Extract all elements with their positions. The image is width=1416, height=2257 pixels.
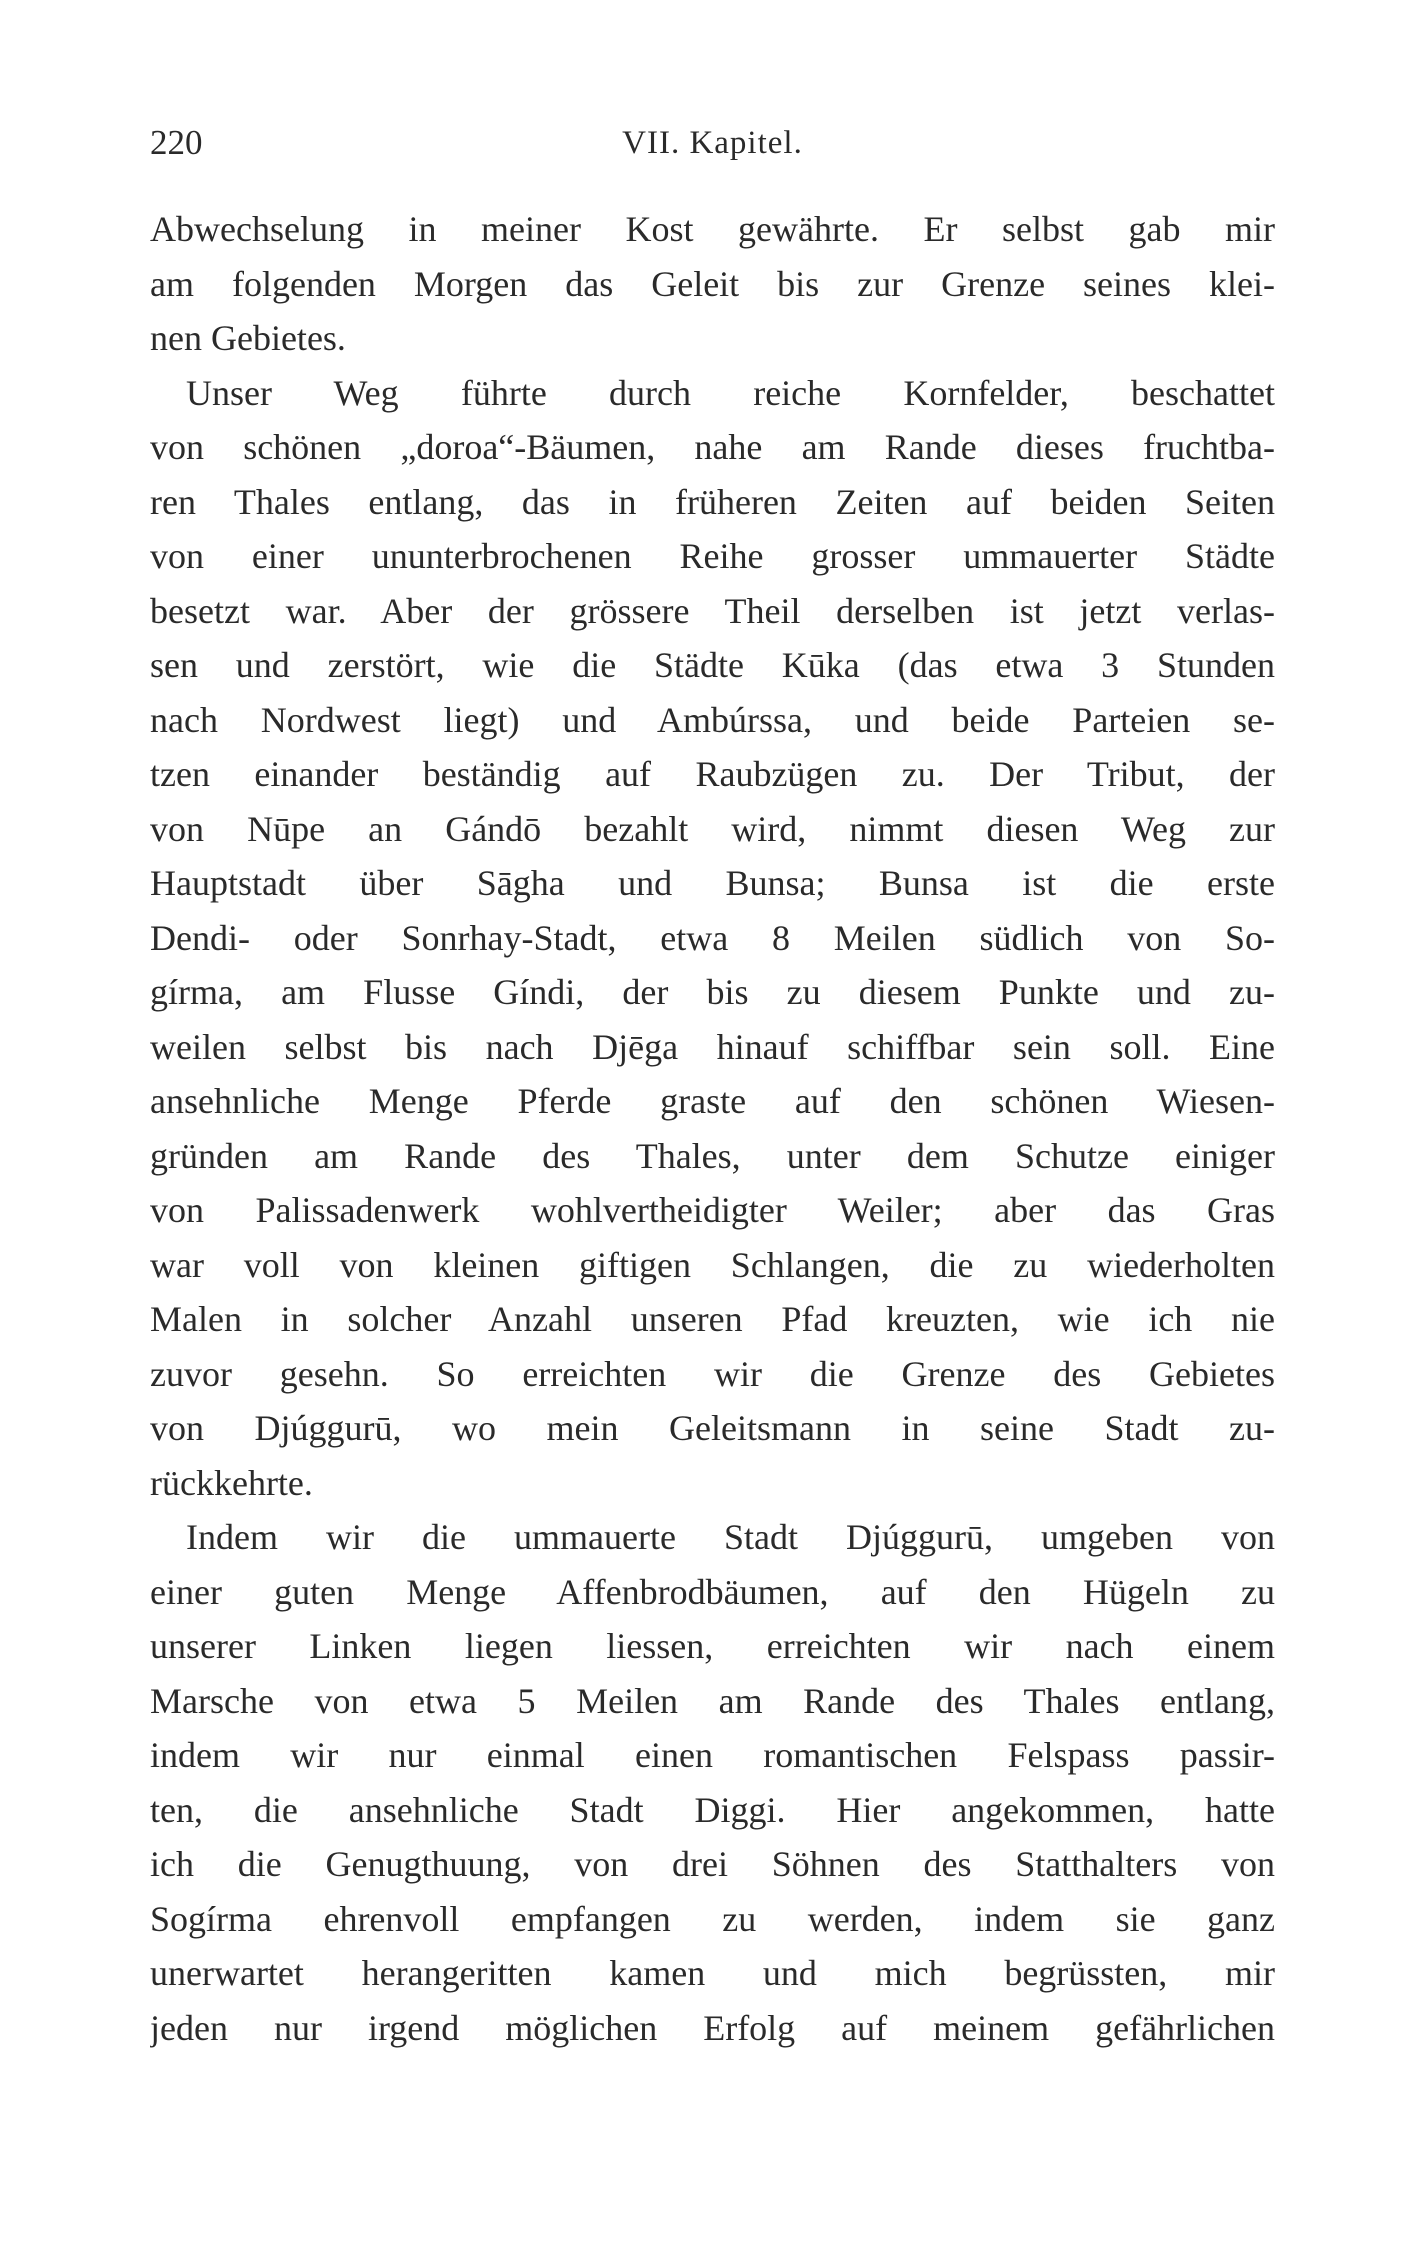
text-line: weilen selbst bis nach Djēga hinauf schiffbar sein soll. Eine bbox=[150, 1026, 1275, 1067]
text-line: gründen am Rande des Thales, unter dem Schutze einiger bbox=[150, 1135, 1275, 1176]
text-line: war voll von kleinen giftigen Schlangen, die zu wiederholten bbox=[150, 1244, 1275, 1285]
running-head: VII. Kapitel. bbox=[622, 125, 803, 161]
text-line: jeden nur irgend möglichen Erfolg auf meinem gefährlichen bbox=[150, 2007, 1275, 2048]
text-line: einer guten Menge Affenbrodbäumen, auf den Hügeln zu bbox=[150, 1571, 1275, 1612]
text-line: rückkehrte. bbox=[150, 1462, 313, 1503]
text-line: besetzt war. Aber der grössere Theil derselben ist jetzt verlas- bbox=[150, 590, 1275, 631]
text-line: am folgenden Morgen das Geleit bis zur Grenze seines klei- bbox=[150, 263, 1275, 304]
text-line: zuvor gesehn. So erreichten wir die Grenze des Gebietes bbox=[150, 1353, 1275, 1394]
text-line: Hauptstadt über Sāgha und Bunsa; Bunsa ist die erste bbox=[150, 863, 1275, 903]
text-line: Abwechselung in meiner Kost gewährte. Er selbst gab mir bbox=[150, 209, 1275, 249]
text-line: sen und zerstört, wie die Städte Kūka (das etwa 3 Stunden bbox=[150, 645, 1275, 685]
page-number: 220 bbox=[150, 123, 203, 162]
text-line: indem wir nur einmal einen romantischen Felspass passir- bbox=[150, 1735, 1275, 1775]
text-line: gírma, am Flusse Gíndi, der bis zu diesem Punkte und zu- bbox=[150, 972, 1275, 1012]
page-header bbox=[150, 118, 1275, 168]
text-line: unserer Linken liegen liessen, erreichten wir nach einem bbox=[150, 1626, 1275, 1666]
text-line: Sogírma ehrenvoll empfangen zu werden, indem sie ganz bbox=[150, 1898, 1275, 1939]
text-line: Malen in solcher Anzahl unseren Pfad kreuzten, wie ich nie bbox=[150, 1299, 1275, 1339]
body-text bbox=[150, 202, 1275, 2055]
text-line: ren Thales entlang, das in früheren Zeiten auf beiden Seiten bbox=[150, 481, 1275, 522]
text-line: unerwartet herangeritten kamen und mich begrüssten, mir bbox=[150, 1953, 1275, 1993]
text-line: von einer ununterbrochenen Reihe grosser ummauerter Städte bbox=[150, 536, 1275, 576]
text-line: ich die Genugthuung, von drei Söhnen des Statthalters von bbox=[150, 1844, 1275, 1884]
text-line: tzen einander beständig auf Raubzügen zu. Der Tribut, der bbox=[150, 754, 1275, 794]
text-line: von Nūpe an Gándō bezahlt wird, nimmt diesen Weg zur bbox=[150, 808, 1275, 849]
text-line: Dendi- oder Sonrhay-Stadt, etwa 8 Meilen südlich von So- bbox=[150, 917, 1275, 958]
text-line: nach Nordwest liegt) und Ambúrssa, und beide Parteien se- bbox=[150, 699, 1275, 740]
text-line: ansehnliche Menge Pferde graste auf den schönen Wiesen- bbox=[150, 1081, 1275, 1121]
text-line: von Palissadenwerk wohlvertheidigter Weiler; aber das Gras bbox=[150, 1190, 1275, 1230]
text-line: von schönen „doroa“-Bäumen, nahe am Rande dieses fruchtba- bbox=[150, 427, 1275, 467]
text-line: Unser Weg führte durch reiche Kornfelder, beschattet bbox=[186, 372, 1275, 413]
text-line: von Djúggurū, wo mein Geleitsmann in seine Stadt zu- bbox=[150, 1408, 1275, 1448]
text-line: ten, die ansehnliche Stadt Diggi. Hier angekommen, hatte bbox=[150, 1789, 1275, 1830]
text-line: Marsche von etwa 5 Meilen am Rande des Thales entlang, bbox=[150, 1680, 1275, 1721]
text-line: Indem wir die ummauerte Stadt Djúggurū, umgeben von bbox=[186, 1517, 1275, 1557]
text-line: nen Gebietes. bbox=[150, 318, 346, 358]
